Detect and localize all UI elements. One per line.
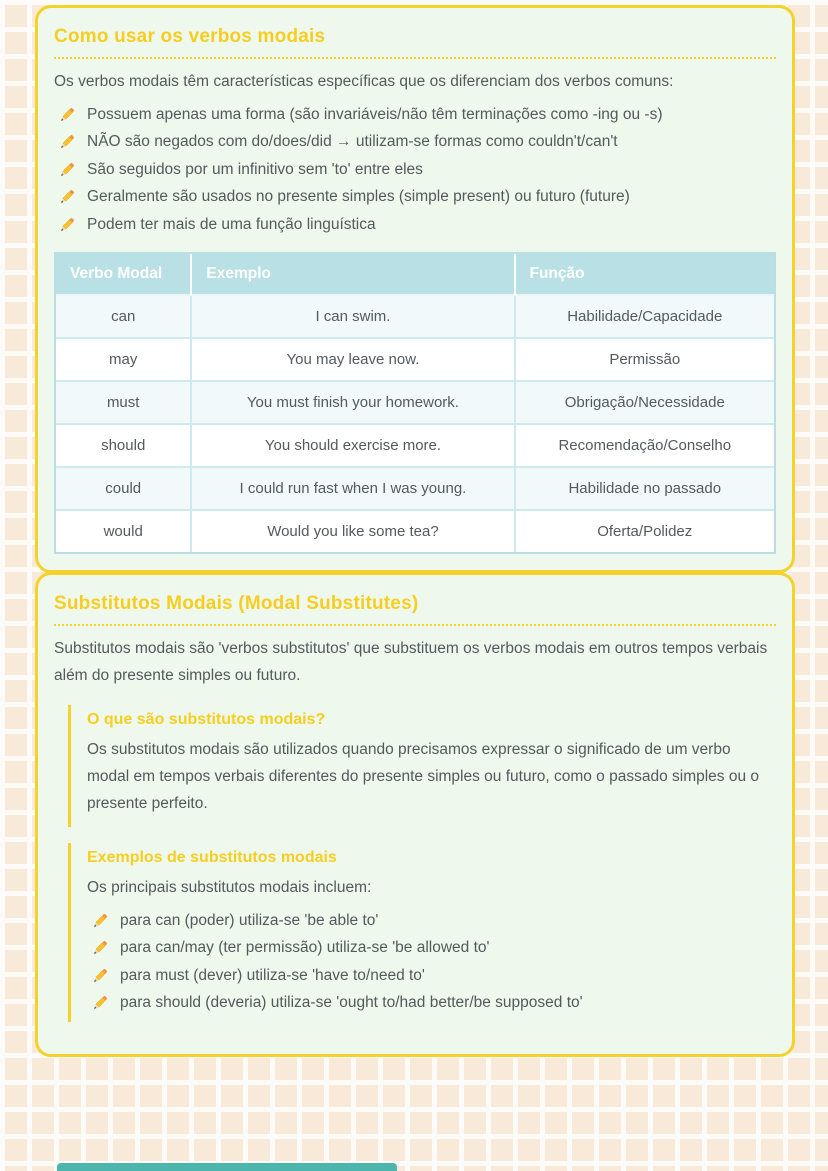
cell-function: Habilidade/Capacidade <box>516 296 775 339</box>
section-body: Os principais substitutos modais incluem: <box>87 879 372 897</box>
cell-example: I can swim. <box>192 296 515 339</box>
bullet-item <box>58 214 776 236</box>
pencil-icon <box>91 912 109 930</box>
cell-example: You may leave now. <box>192 339 515 382</box>
table-header-function: Função <box>516 254 775 296</box>
bullet-item <box>58 131 776 153</box>
cell-example: I could run fast when I was young. <box>192 468 515 511</box>
bullet-text: para can (poder) utiliza-se 'be able to' <box>120 911 379 929</box>
cell-example: You should exercise more. <box>192 425 515 468</box>
cell-function: Recomendação/Conselho <box>516 425 775 468</box>
bullet-text: para can/may (ter permissão) utiliza-se 'be allowed to' <box>120 939 490 957</box>
pencil-icon <box>58 188 76 206</box>
next-section-top-edge <box>57 1163 397 1171</box>
bullet-text: São seguidos por um infinitivo sem 'to' entre eles <box>87 160 423 178</box>
bullet-text: para must (dever) utiliza-se 'have to/need to' <box>120 966 425 984</box>
table-row <box>56 296 774 339</box>
modal-substitutes-card <box>35 572 795 1057</box>
section-body: Os substitutos modais são utilizados quando precisamos expressar o significado de um verbo modal em tempos verbais diferentes do presente simples ou futuro, como o passado simples ou o presente perfeito. <box>87 741 760 812</box>
modal-verbs-table <box>54 252 776 554</box>
bullet-text: NÃO são negados com do/does/did → utilizam-se formas como couldn't/can't <box>87 133 618 151</box>
section-substitute-examples <box>68 843 776 1022</box>
table-header-row <box>56 254 774 296</box>
pencil-icon <box>58 133 76 151</box>
pencil-icon <box>58 106 76 124</box>
section-heading: Exemplos de substitutos modais <box>87 849 337 867</box>
intro-text: Substitutos modais são 'verbos substitutos' que substituem os verbos modais em outros tempos verbais além do presente simples ou futuro. <box>54 640 768 684</box>
cell-verb: would <box>56 511 192 552</box>
table-row <box>56 339 774 382</box>
bullet-text: Geralmente são usados no presente simples (simple present) ou futuro (future) <box>87 188 630 206</box>
bullet-item <box>58 159 776 181</box>
pencil-icon <box>91 939 109 957</box>
bullet-list <box>87 910 776 1015</box>
bullet-text: Podem ter mais de uma função linguística <box>87 215 376 233</box>
cell-verb: could <box>56 468 192 511</box>
table-row <box>56 511 774 552</box>
cell-function: Habilidade no passado <box>516 468 775 511</box>
bullet-item <box>91 910 776 932</box>
card-title: Como usar os verbos modais <box>54 26 776 59</box>
bullet-item <box>91 937 776 959</box>
cell-function: Obrigação/Necessidade <box>516 382 775 425</box>
table-row <box>56 425 774 468</box>
table-header-example: Exemplo <box>192 254 515 296</box>
table-row <box>56 468 774 511</box>
card-title: Substitutos Modais (Modal Substitutes) <box>54 593 776 626</box>
section-heading: O que são substitutos modais? <box>87 711 326 729</box>
section-what-are-substitutes <box>68 705 776 827</box>
bullet-text: para should (deveria) utiliza-se 'ought to/had better/be supposed to' <box>120 994 583 1012</box>
bullet-item <box>91 965 776 987</box>
bullet-item <box>91 992 776 1014</box>
pencil-icon <box>91 994 109 1012</box>
bullet-item <box>58 104 776 126</box>
pencil-icon <box>58 216 76 234</box>
bullet-list <box>54 104 776 236</box>
cell-verb: may <box>56 339 192 382</box>
cell-verb: can <box>56 296 192 339</box>
table-header-verb: Verbo Modal <box>56 254 192 296</box>
cell-example: Would you like some tea? <box>192 511 515 552</box>
bullet-text: Possuem apenas uma forma (são invariáveis/não têm terminações como -ing ou -s) <box>87 105 663 123</box>
cell-verb: must <box>56 382 192 425</box>
table-row <box>56 382 774 425</box>
modal-usage-card <box>35 5 795 573</box>
intro-text: Os verbos modais têm características específicas que os diferenciam dos verbos comuns: <box>54 73 674 90</box>
pencil-icon <box>58 161 76 179</box>
cell-function: Oferta/Polidez <box>516 511 775 552</box>
cell-verb: should <box>56 425 192 468</box>
cell-example: You must finish your homework. <box>192 382 515 425</box>
cell-function: Permissão <box>516 339 775 382</box>
bullet-item <box>58 186 776 208</box>
pencil-icon <box>91 967 109 985</box>
